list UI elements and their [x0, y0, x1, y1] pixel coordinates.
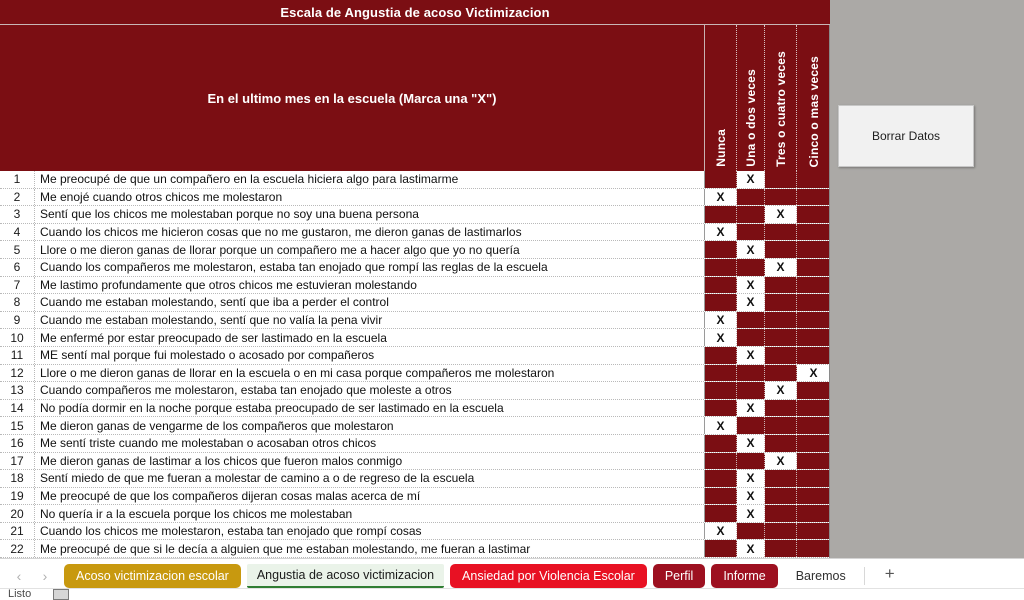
answer-cell[interactable] [737, 365, 765, 382]
answer-cell[interactable] [737, 312, 765, 329]
answer-cell-marked[interactable]: X [737, 470, 765, 487]
row-number: 6 [0, 259, 35, 276]
answer-cell[interactable] [765, 294, 797, 311]
row-number: 17 [0, 453, 35, 470]
answer-cell[interactable] [797, 206, 830, 223]
row-number: 12 [0, 365, 35, 382]
row-item-text: Sentí miedo de que me fueran a molestar de camino a o de regreso de la escuela [40, 471, 475, 486]
answer-cell[interactable] [797, 294, 830, 311]
row-item-text: Llore o me dieron ganas de llorar en la escuela o en mi casa porque compañeros me molestaron [40, 365, 555, 380]
row-item-text: Me enojé cuando otros chicos me molestaron [40, 189, 283, 204]
sheet-right-edge [829, 25, 830, 558]
answer-cell[interactable] [737, 417, 765, 434]
table-row [0, 329, 830, 347]
sheet-tab[interactable]: Perfil [653, 564, 705, 588]
answer-cell[interactable] [765, 171, 797, 188]
answer-cell-marked[interactable]: X [705, 312, 737, 329]
row-number: 13 [0, 382, 35, 399]
table-row [0, 523, 830, 541]
answer-cell[interactable] [737, 523, 765, 540]
column-header-cinco-o-mas-veces [797, 25, 830, 171]
questionnaire-rows [0, 171, 830, 558]
answer-cell[interactable] [765, 224, 797, 241]
answer-cell[interactable] [765, 523, 797, 540]
sheet-tabs [64, 561, 865, 591]
row-item-text: Sentí que los chicos me molestaban porque no soy una buena persona [40, 207, 419, 222]
answer-cell[interactable] [797, 312, 830, 329]
table-row [0, 277, 830, 295]
answer-cell[interactable] [797, 277, 830, 294]
table-row [0, 470, 830, 488]
table-row [0, 400, 830, 418]
row-number: 9 [0, 312, 35, 329]
table-row [0, 505, 830, 523]
question-column-header: En el ultimo mes en la escuela (Marca una "X") [0, 25, 705, 171]
answer-cell[interactable] [797, 329, 830, 346]
table-row [0, 488, 830, 506]
answer-cell[interactable] [765, 417, 797, 434]
answer-cell-marked[interactable]: X [705, 224, 737, 241]
answer-cell[interactable] [797, 400, 830, 417]
row-item-text: Cuando me estaban molestando, sentí que iba a perder el control [40, 295, 389, 310]
row-number: 10 [0, 329, 35, 346]
answer-cell[interactable] [797, 523, 830, 540]
answer-cell[interactable] [737, 259, 765, 276]
chevron-left-icon[interactable]: ‹ [16, 568, 22, 584]
row-number: 18 [0, 470, 35, 487]
answer-cell[interactable] [797, 505, 830, 522]
answer-cell[interactable] [765, 312, 797, 329]
table-row [0, 382, 830, 400]
row-item-text: No quería ir a la escuela porque los chicos me molestaban [40, 506, 353, 521]
sheet-tab[interactable]: Ansiedad por Violencia Escolar [450, 564, 647, 588]
row-number: 19 [0, 488, 35, 505]
table-row [0, 435, 830, 453]
column-header-nunca [705, 25, 737, 171]
answer-cell-marked[interactable]: X [737, 505, 765, 522]
answer-cell[interactable] [797, 347, 830, 364]
answer-cell[interactable] [705, 540, 737, 557]
answer-cell[interactable] [797, 435, 830, 452]
answer-cell-marked[interactable]: X [737, 294, 765, 311]
row-item-text: Cuando los compañeros me molestaron, estaba tan enojado que rompí las reglas de la escuela [40, 260, 548, 275]
column-header-tres-o-cuatro-veces [765, 25, 797, 171]
answer-cell[interactable] [765, 347, 797, 364]
column-header-nunca-label: Nunca [713, 129, 728, 167]
page-title: Escala de Angustia de acoso Victimizacion [280, 4, 550, 20]
answer-cell[interactable] [705, 382, 737, 399]
answer-cell[interactable] [737, 224, 765, 241]
answer-cell-marked[interactable]: X [705, 329, 737, 346]
answer-cell[interactable] [737, 206, 765, 223]
answer-cell[interactable] [797, 417, 830, 434]
answer-cell[interactable] [705, 259, 737, 276]
answer-cell-marked[interactable]: X [765, 259, 797, 276]
answer-cell[interactable] [705, 365, 737, 382]
table-row [0, 259, 830, 277]
table-row [0, 224, 830, 242]
answer-cell[interactable] [765, 435, 797, 452]
column-header-cinco-o-mas-veces-label: Cinco o mas veces [806, 55, 821, 167]
table-row [0, 453, 830, 471]
row-item-text: Cuando compañeros me molestaron, estaba tan enojado que moleste a otros [40, 383, 452, 398]
row-item-text: Cuando los chicos me molestaron, estaba tan enojado que rompí cosas [40, 524, 422, 539]
row-item-text: Me preocupé de que los compañeros dijeran cosas malas acerca de mí [40, 488, 421, 503]
status-text: Listo [8, 588, 32, 600]
answer-cell[interactable] [765, 241, 797, 258]
answer-cell-marked[interactable]: X [737, 347, 765, 364]
row-number: 21 [0, 523, 35, 540]
table-row [0, 206, 830, 224]
chevron-right-icon[interactable]: › [42, 568, 48, 584]
answer-cell[interactable] [797, 453, 830, 470]
sheet-tab[interactable]: Informe [711, 564, 777, 588]
answer-cell[interactable] [765, 329, 797, 346]
row-item-text: ME sentí mal porque fui molestado o acosado por compañeros [40, 348, 375, 363]
table-row [0, 241, 830, 259]
answer-cell[interactable] [765, 470, 797, 487]
answer-cell-marked[interactable]: X [797, 365, 830, 382]
sheet-tab[interactable]: Acoso victimizacion escolar [64, 564, 241, 588]
row-number: 3 [0, 206, 35, 223]
answer-cell[interactable] [705, 206, 737, 223]
row-number: 7 [0, 277, 35, 294]
row-item-text: Me sentí triste cuando me molestaban o acosaban otros chicos [40, 436, 377, 451]
tab-separator [864, 567, 865, 585]
row-number: 2 [0, 189, 35, 206]
answer-cell[interactable] [705, 505, 737, 522]
answer-cell[interactable] [765, 365, 797, 382]
table-header-band [0, 25, 830, 171]
table-row [0, 312, 830, 330]
borrar-datos-button[interactable]: Borrar Datos [838, 105, 974, 167]
row-number: 5 [0, 241, 35, 258]
row-number: 11 [0, 347, 35, 364]
answer-cell[interactable] [705, 488, 737, 505]
row-number: 4 [0, 224, 35, 241]
answer-cell[interactable] [705, 277, 737, 294]
row-number: 16 [0, 435, 35, 452]
table-row [0, 540, 830, 558]
column-header-una-o-dos-veces [737, 25, 765, 171]
row-item-text: Me lastimo profundamente que otros chicos me estuvieran molestando [40, 277, 417, 292]
table-row [0, 365, 830, 383]
sheet-title-band [0, 0, 830, 25]
answer-cell-marked[interactable]: X [737, 171, 765, 188]
answer-cell-marked[interactable]: X [737, 277, 765, 294]
answer-cell[interactable] [737, 329, 765, 346]
row-item-text: Me dieron ganas de vengarme de los compañeros que molestaron [40, 418, 394, 433]
answer-cell[interactable] [705, 171, 737, 188]
answer-cell[interactable] [797, 540, 830, 557]
answer-cell-marked[interactable]: X [705, 523, 737, 540]
answer-cell[interactable] [797, 224, 830, 241]
row-item-text: Llore o me dieron ganas de llorar porque un compañero me a hacer algo que yo no quería [40, 242, 520, 257]
answer-cell[interactable] [797, 171, 830, 188]
answer-cell[interactable] [797, 382, 830, 399]
sheet-tab[interactable]: Angustia de acoso victimizacion [247, 564, 444, 588]
answer-cell[interactable] [797, 470, 830, 487]
answer-cell[interactable] [797, 241, 830, 258]
answer-cell[interactable] [705, 400, 737, 417]
answer-cell-marked[interactable]: X [737, 540, 765, 557]
answer-cell-marked[interactable]: X [737, 435, 765, 452]
table-row [0, 347, 830, 365]
answer-cell-marked[interactable]: X [737, 400, 765, 417]
status-bar [0, 588, 1024, 600]
answer-cell[interactable] [797, 488, 830, 505]
answer-cell-marked[interactable]: X [737, 488, 765, 505]
answer-cell[interactable] [705, 347, 737, 364]
row-item-text: Cuando me estaban molestando, sentí que no valía la pena vivir [40, 313, 383, 328]
layout-view-icon[interactable] [53, 589, 69, 600]
answer-cell[interactable] [797, 259, 830, 276]
answer-cell-marked[interactable]: X [765, 382, 797, 399]
answer-cell[interactable] [765, 277, 797, 294]
answer-cell[interactable] [737, 453, 765, 470]
answer-cell[interactable] [765, 400, 797, 417]
row-number: 22 [0, 540, 35, 557]
column-header-una-o-dos-veces-label: Una o dos veces [743, 69, 758, 167]
table-row [0, 189, 830, 207]
sheet-tab[interactable]: Baremos [795, 569, 846, 583]
answer-cell-marked[interactable]: X [705, 417, 737, 434]
answer-cell-marked[interactable]: X [765, 206, 797, 223]
row-item-text: No podía dormir en la noche porque estaba preocupado de ser lastimado en la escuela [40, 401, 504, 416]
answer-cell[interactable] [705, 241, 737, 258]
row-number: 14 [0, 400, 35, 417]
row-item-text: Cuando los chicos me hicieron cosas que no me gustaron, me dieron ganas de lastimarlos [40, 225, 522, 240]
answer-cell[interactable] [765, 540, 797, 557]
table-row [0, 171, 830, 189]
answer-cell[interactable] [737, 189, 765, 206]
answer-cell[interactable] [705, 294, 737, 311]
table-row [0, 417, 830, 435]
column-header-tres-o-cuatro-veces-label: Tres o cuatro veces [773, 51, 788, 167]
table-row [0, 294, 830, 312]
answer-cell[interactable] [765, 189, 797, 206]
row-item-text: Me preocupé de que si le decía a alguien que me estaban molestando, me fueran a lastimar [40, 541, 531, 556]
row-item-text: Me dieron ganas de lastimar a los chicos que fueron malos conmigo [40, 453, 403, 468]
row-number: 1 [0, 171, 35, 188]
answer-cell[interactable] [705, 435, 737, 452]
row-item-text: Me preocupé de que un compañero en la escuela hiciera algo para lastimarme [40, 172, 459, 187]
row-number: 20 [0, 505, 35, 522]
sheet-tab-navigation [6, 561, 58, 591]
answer-cell[interactable] [705, 453, 737, 470]
add-sheet-button[interactable]: + [884, 564, 895, 583]
answer-cell[interactable] [705, 470, 737, 487]
row-number: 15 [0, 417, 35, 434]
answer-cell[interactable] [737, 382, 765, 399]
answer-cell[interactable] [765, 505, 797, 522]
answer-cell[interactable] [765, 488, 797, 505]
answer-cell[interactable] [797, 189, 830, 206]
answer-cell-marked[interactable]: X [765, 453, 797, 470]
answer-cell-marked[interactable]: X [737, 241, 765, 258]
row-number: 8 [0, 294, 35, 311]
row-item-text: Me enfermé por estar preocupado de ser lastimado en la escuela [40, 330, 387, 345]
answer-cell-marked[interactable]: X [705, 189, 737, 206]
